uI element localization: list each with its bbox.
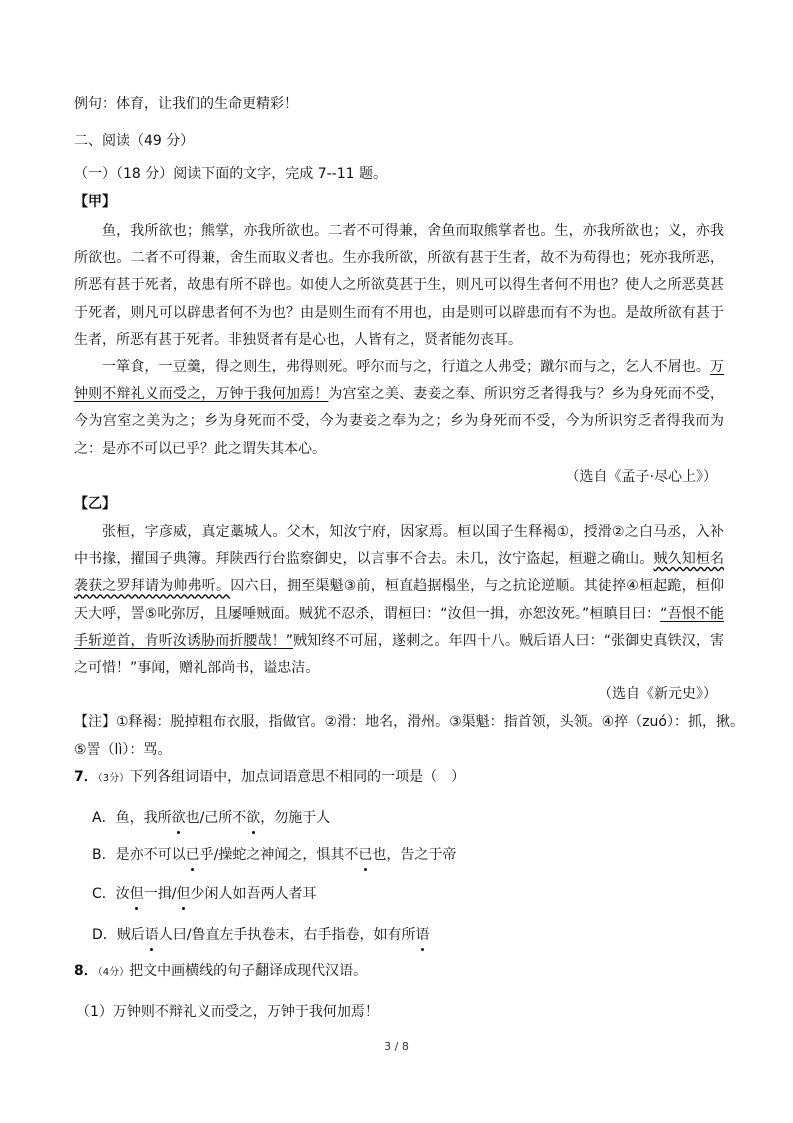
q7-option-b <box>92 845 456 865</box>
q7-a-suffix: ，勿施于人 <box>260 810 331 826</box>
jia-p2-end: 为宫室之美、妻妾之奉、所识穷乏者得我与？乡为身死而不受，今为宫室之美为之；乡为身死而不受，今为妻妾之奉为之；乡为身死而不受，今为所识穷乏者得我而为之：是亦不可以已乎？此之谓失其本心。 <box>74 386 725 457</box>
jia-source: （选自《孟子·尽心上》） <box>565 469 717 485</box>
jia-paragraph-1: 鱼，我所欲也；熊掌，亦我所欲也。二者不可得兼，舍鱼而取熊掌者也。生，亦我所欲也；义，亦我所欲也。二者不可得兼，舍生而取义者也。生亦我所欲，所欲有甚于生者，故不为苟得也；死亦我所恶，所恶有甚于死者，故患有所不辟也。如使人之所欲莫甚于生，则凡可以得生者何不用也？使人之所恶莫甚于死者，则凡可以辟患者何不为也？由是则生而有不用也，由是则可以辟患而有不为也。是故所欲有甚于生者，所恶有甚于死者。非独贤者有是心也，人皆有之，贤者能勿丧耳。 <box>74 223 724 348</box>
q7-number: 7． <box>74 769 98 785</box>
q7-d-key1: 语 <box>144 927 159 943</box>
yi-source: （选自《新元史》） <box>598 686 717 702</box>
q8-subquestion-1: （1）万钟则不辩礼义而受之，万钟于我何加焉！ <box>76 1004 379 1020</box>
q7-b-prefix: B．是亦不可以 <box>92 847 186 863</box>
q7-text: 下列各组词语中，加点词语意思不相同的一项是（ ） <box>129 769 466 785</box>
q8-number: 8． <box>74 963 98 979</box>
question-7 <box>74 767 465 789</box>
yi-p-end: 贼知终不可屈，遂刺之。年四十八。贼后语人曰：“张御史真铁汉，害之可惜！”事闻，赠礼部尚书，谥忠洁。 <box>74 632 724 677</box>
q7-a-prefix: A．鱼，我所 <box>92 810 172 826</box>
q7-option-a <box>92 808 330 828</box>
q7-c-key2: 但 <box>176 886 191 902</box>
jia-paragraph-2 <box>74 354 724 463</box>
jia-underlined-sentence: 万钟则不辩礼义而受之，万钟于我何加焉！ <box>74 359 724 403</box>
yi-p-start: 张桓，字彦威，真定藁城人。父木，知汝宁府，因家焉。桓以国子生释褐①，授滑②之白马丞，入补中书掾，擢国子典簿。拜陕西行台监察御史，以言事不合去。未几，汝宁盗起，桓避之确山。 <box>74 524 724 568</box>
yi-wavy-sentence: 贼久知桓名袭获之罗拜请为帅弗听。 <box>74 551 725 595</box>
yi-label: 【乙】 <box>74 496 116 512</box>
q7-a-mid: 也/己所不 <box>185 810 247 826</box>
q7-b-suffix: 也，告之于帝 <box>372 847 457 863</box>
q7-c-key1: 但 <box>129 886 144 902</box>
q7-option-d <box>92 925 430 945</box>
page-number: 3 / 8 <box>384 1040 409 1053</box>
q7-c-suffix: 少闲人如吾两人者耳 <box>190 886 317 902</box>
q7-a-key2: 欲 <box>246 810 261 826</box>
q7-score: （3分） <box>97 773 130 784</box>
jia-label: 【甲】 <box>74 194 116 210</box>
notes-line-1: 【注】①释褐：脱掉粗布衣服，指做官。②滑：地名，滑州。③渠魁：指首领，头领。④捽（zuó）：抓，揪。 <box>74 714 744 730</box>
q7-d-mid: 人曰/鲁直左手执卷末，右手指卷，如有所 <box>158 927 416 943</box>
q8-score: （4分） <box>97 967 130 978</box>
notes-line-2: ⑤詈（lì）：骂。 <box>74 742 172 758</box>
yi-underlined-sentence: “吾恨不能手斩逆首，肯听汝诱胁而折腰哉！” <box>74 605 724 649</box>
q8-text: 把文中画横线的句子翻译成现代汉语。 <box>129 963 368 979</box>
part-heading: （一）（18 分）阅读下面的文字，完成 7--11 题。 <box>74 166 387 182</box>
q7-c-mid: 一揖/ <box>143 886 177 902</box>
q7-c-prefix: C．汝 <box>92 886 130 902</box>
q7-a-key1: 欲 <box>171 810 186 826</box>
jia-p2-start: 一箪食，一豆羹，得之则生，弗得则死。呼尔而与之，行道之人弗受；蹴尔而与之，乞人不屑也。 <box>102 359 710 375</box>
q7-d-prefix: D．贼后 <box>92 927 145 943</box>
yi-paragraph <box>74 519 724 682</box>
q7-b-key1: 已 <box>185 847 200 863</box>
q7-b-mid: 乎/操蛇之神闻之，惧其不 <box>199 847 359 863</box>
yi-p-middle: 囚六日，拥至渠魁③前，桓直趋据榻坐，与之抗论逆顺。其徒捽④桓起跪，桓仰天大呼，詈⑤叱弥厉，且屡唾贼面。贼犹不忍杀，谓桓曰：“汝但一揖，亦恕汝死。”桓瞋目曰： <box>74 578 725 622</box>
example-sentence: 例句：体育，让我们的生命更精彩！ <box>74 96 298 112</box>
section-heading: 二、阅读（49 分） <box>74 133 195 149</box>
q7-b-key2: 已 <box>358 847 373 863</box>
question-8 <box>74 961 367 983</box>
q7-option-c <box>92 884 317 904</box>
q7-d-key2: 语 <box>415 927 430 943</box>
